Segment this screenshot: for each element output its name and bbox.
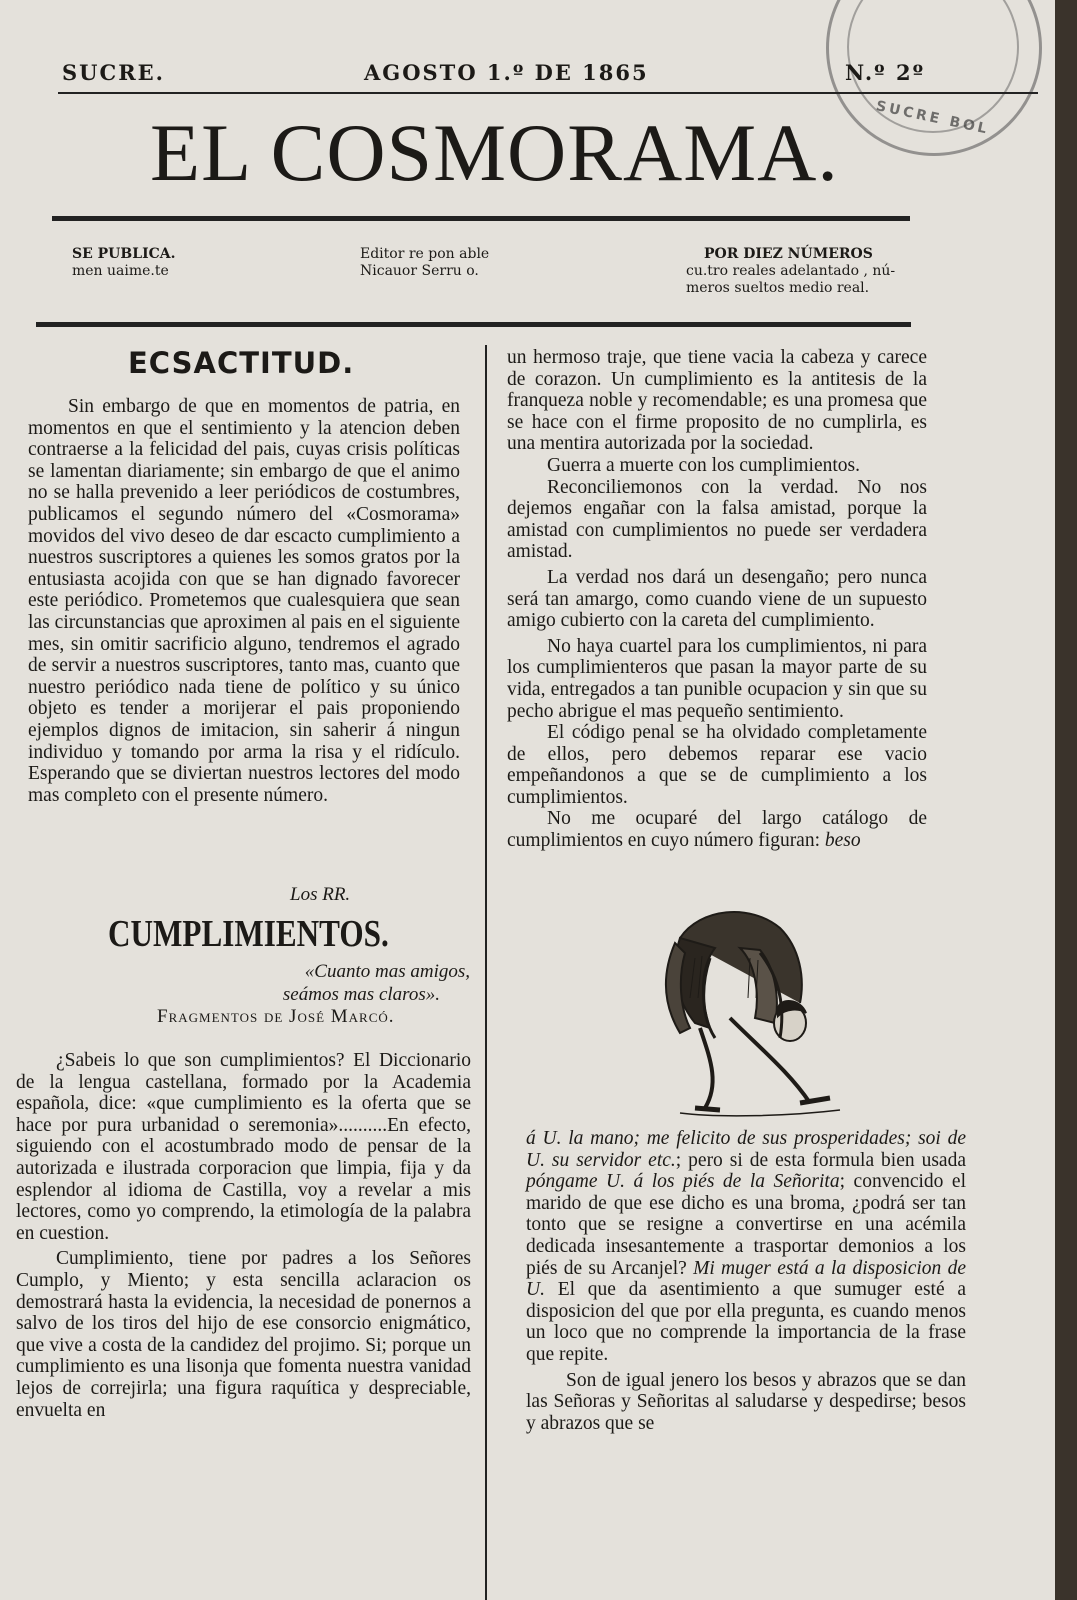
article-signature: Los RR. <box>290 884 351 905</box>
header-bottom-rule <box>36 322 911 327</box>
editor-line-1: Editor re pon able <box>360 246 490 262</box>
issue-number: N.º 2º <box>845 60 926 85</box>
title-rule <box>52 216 910 221</box>
article-paragraph <box>507 808 927 851</box>
column-divider <box>485 345 487 1600</box>
article-headline-cumplimientos: CUMPLIMIENTOS. <box>108 913 389 955</box>
byline: Fragmentos de José Marcó. <box>157 1006 395 1027</box>
paragraph-text: No me ocuparé del largo catálogo de cumplimientos en cuyo número figuran: <box>507 808 927 852</box>
article-paragraph: El código penal se ha olvidado completamente de ellos, pero debemos reparar ese vacio empeñandonos a que se de cumplimiento a los cumplimientos. <box>507 722 927 808</box>
article-paragraph: No haya cuartel para los cumplimientos, ni para los cumplimienteros que pasan la mayor parte de su vida, entregados a tan punible ocupacion y sin que su pecho abrigue el mas pequeño sentimiento. <box>507 635 927 722</box>
frequency-heading: SE PUBLICA. <box>72 246 176 262</box>
article-body-cumplimientos-right-lower <box>526 1128 966 1434</box>
article-body-cumplimientos-right <box>507 347 927 852</box>
article-paragraph: Cumplimiento, tiene por padres a los Señores Cumplo, y Miento; y esta sencilla aclaracion os demostrará hasta la evidencia, la necesidad de ponernos a salvo de los tiros del hijo de ese consorcio enigmático, que vive a costa de la candidez del projimo. Si; porque un cumplimiento es una lisonja que fomenta nuestra vanidad lejos de correjirla; una figura raquítica y despreciable, envuelta en <box>16 1248 471 1421</box>
article-paragraph <box>526 1128 966 1366</box>
epigraph <box>160 960 470 1006</box>
subscription-heading: POR DIEZ NÚMEROS <box>704 246 873 262</box>
dateline <box>62 60 926 90</box>
article-paragraph: La verdad nos dará un desengaño; pero nunca será tan amargo, como cuando viene de un supuesto amigo cubierto con la careta del cumplimiento. <box>507 566 927 632</box>
article-paragraph: Sin embargo de que en momentos de patria, en momentos en que el sentimiento y la atencion deben contraerse a la felicidad del pais, cuyas crisis políticas se lamentan diariamente; sin embargo de que el animo no se halla prevenido a leer periódicos de costumbres, publicamos el segundo número del «Cosmorama» movidos del vivo deseo de dar escacto cumplimiento a nuestros suscriptores a quienes les somos gratos por la entusiasta acojida con que se han dignado favorecer este periódico. Prometemos que cualesquiera que sean las circunstancias que aproximen al pais en el siguiente mes, sin omitir sacrificio alguno, tendremos el agrado de servir a nuestros suscriptores, tanto mas, cuanto que nuestro periódico nada tiene de político y su único objeto es tender a morijerar el pais proponiendo ejemplos dignos de imitacion, sin saherir á ningun individuo y tomando por arma la risa y el ridículo. Esperando que se diviertan nuestros lectores del modo mas completo con el presente número. <box>28 396 460 806</box>
paragraph-text: ; pero si de esta formula bien usada <box>675 1149 966 1171</box>
publication-frequency <box>72 246 176 280</box>
article-body-cumplimientos-left <box>16 1050 471 1421</box>
paragraph-italic: póngame U. á los piés de la Señorita <box>526 1171 840 1193</box>
subscription-info <box>686 246 895 297</box>
paragraph-text: ; convencido el marido de que ese dicho es una broma, ¿podrá ser tan tonto que se resigne a convertirse en una acémila dedicada insesantemente a trasportar demonios a los piés de su Arcanjel? <box>526 1171 967 1279</box>
subscription-line-2: meros sueltos medio real. <box>686 280 870 296</box>
article-headline-ecsactitud: ECSACTITUD. <box>128 346 355 380</box>
paragraph-text: El que da asentimiento a que sumuger esté a disposicion del que por ella pregunta, es cuando menos un loco que no comprende la importancia de la frase que repite. <box>526 1279 967 1365</box>
postmark-text: SUCRE BOL <box>874 98 991 138</box>
paragraph-italic: beso <box>824 830 861 852</box>
epigraph-line-2: seámos mas claros». <box>282 984 440 1005</box>
frequency-text: men uaime.te <box>72 263 169 279</box>
city-label: SUCRE. <box>62 60 165 85</box>
bowing-man-illustration <box>640 898 850 1123</box>
article-paragraph: ¿Sabeis lo que son cumplimientos? El Diccionario de la lengua castellana, formado por la Academia española, dice: «que cumplimiento es la oferta que se hace por pura urbanidad o seremonia»..........En efecto, siguiendo con el acostumbrado modo de pensar de la autorizada e ilustrada corporacion que limpia, fija y da esplendor al idioma de Castilla, voy a revelar a mis lectores, como yo comprendo, la etimología de la palabra en cuestion. <box>16 1050 471 1244</box>
top-rule <box>58 92 1038 94</box>
subscription-line-1: cu.tro reales adelantado , nú- <box>686 263 896 279</box>
article-body-ecsactitud <box>28 396 460 806</box>
newspaper-title: EL COSMORAMA. <box>150 107 839 198</box>
paragraph-italic: Mi muger está a la disposicion de U. <box>526 1257 966 1301</box>
paragraph-italic: á U. la mano; me felicito de sus prosperidades; soi de U. su servidor etc. <box>526 1128 966 1171</box>
date-label: AGOSTO 1.º DE 1865 <box>364 60 649 85</box>
article-paragraph: un hermoso traje, que tiene vacia la cabeza y carece de corazon. Un cumplimiento es la antitesis de la franqueza noble y recomendable; es una promesa que se hace con el firme proposito de no cumplirla, es una mentira autorizada por la sociedad. <box>507 347 927 455</box>
page-edge-shadow <box>1055 0 1077 1600</box>
editor-line-2: Nicauor Serru o. <box>360 263 479 279</box>
article-paragraph: Guerra a muerte con los cumplimientos. <box>547 454 860 476</box>
epigraph-line-1: «Cuanto mas amigos, <box>304 961 470 982</box>
article-paragraph: Son de igual jenero los besos y abrazos que se dan las Señoras y Señoritas al saludarse y despedirse; besos y abrazos que se <box>526 1369 966 1434</box>
article-paragraph: Reconciliemonos con la verdad. No nos dejemos engañar con la falsa amistad, porque la amistad con cumplimientos no puede ser verdadera amistad. <box>507 476 927 563</box>
editor-info <box>360 246 489 280</box>
